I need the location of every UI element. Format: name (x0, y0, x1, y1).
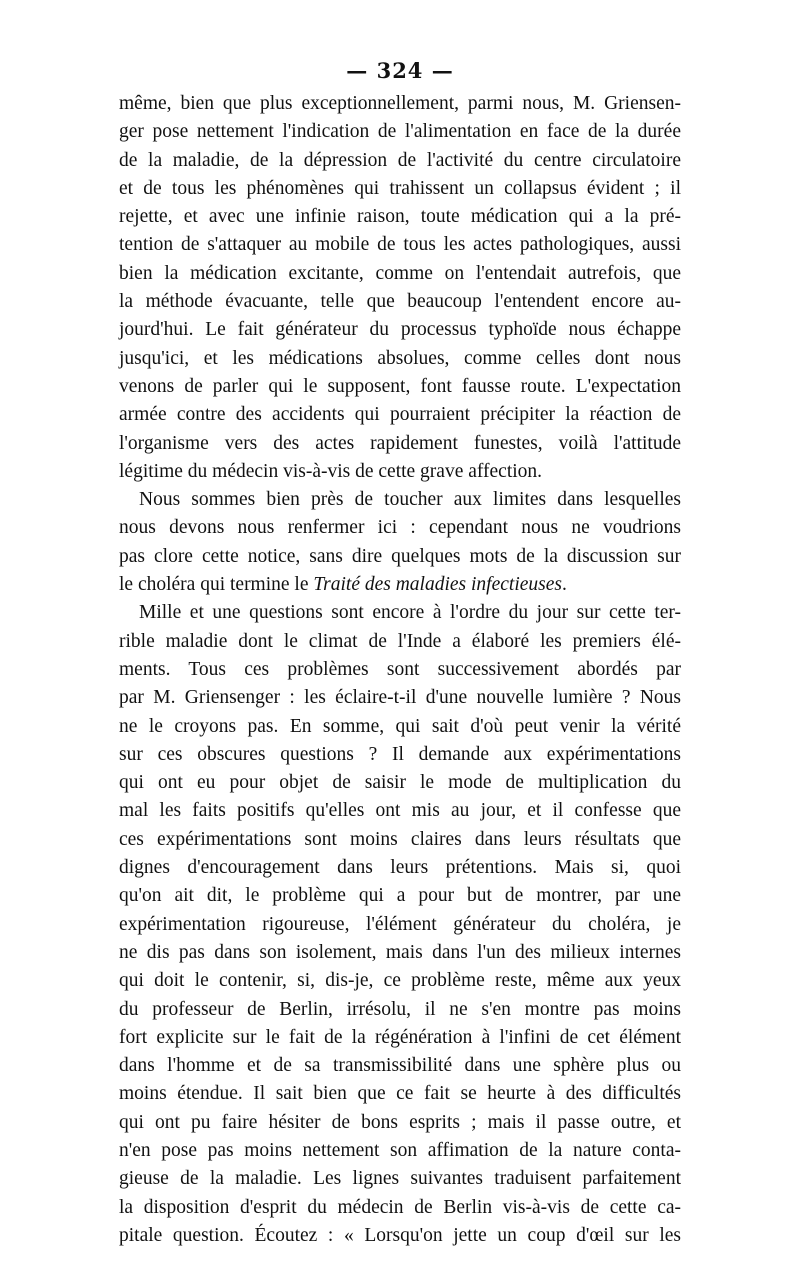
text-line: qui doit le contenir, si, dis-je, ce problème reste, même aux yeux (119, 970, 681, 992)
text-line: et de tous les phénomènes qui trahissent un collapsus évident ; il (119, 177, 681, 199)
book-title: Traité des maladies infectieuses (313, 574, 562, 596)
text-line: de la maladie, de la dépression de l'activité du centre circulatoire (119, 149, 681, 171)
text-line: bien la médication excitante, comme on l'entendait autrefois, que (119, 262, 681, 284)
text-line: fort explicite sur le fait de la régénération à l'infini de cet élément (119, 1026, 681, 1048)
paragraph-cholera (119, 599, 681, 1250)
text-line: Nous sommes bien près de toucher aux limites dans lesquelles (139, 489, 681, 511)
text-line: Mille et une questions sont encore à l'ordre du jour sur cette ter- (139, 602, 681, 624)
text-line: pas clore cette notice, sans dire quelques mots de la discussion sur (119, 545, 681, 567)
text-line (119, 571, 681, 599)
text-line: sur ces obscures questions ? Il demande aux expérimentations (119, 743, 681, 765)
text-line: ne dis pas dans son isolement, mais dans l'un des milieux internes (119, 941, 681, 963)
text-line: pitale question. Écoutez : « Lorsqu'on jette un coup d'œil sur les (119, 1224, 681, 1246)
paragraph-alimentation (119, 90, 681, 486)
text-line: dignes d'encouragement dans leurs prétentions. Mais si, quoi (119, 857, 681, 879)
text-line: jusqu'ici, et les médications absolues, comme celles dont nous (119, 347, 681, 369)
text-line: ger pose nettement l'indication de l'alimentation en face de la durée (119, 121, 681, 143)
text-segment: . (561, 574, 567, 596)
text-line: ments. Tous ces problèmes sont successivement abordés par (119, 658, 681, 680)
text-line: nous devons nous renfermer ici : cependant nous ne voudrions (119, 517, 681, 539)
text-line: jourd'hui. Le fait générateur du processus typhoïde nous échappe (119, 319, 681, 341)
text-line: l'organisme vers des actes rapidement funestes, voilà l'attitude (119, 432, 681, 454)
text-line: ces expérimentations sont moins claires dans leurs résultats que (119, 828, 681, 850)
text-line: mal les faits positifs qu'elles ont mis au jour, et il confesse que (119, 800, 681, 822)
body-text (119, 90, 681, 1250)
paragraph-notice (119, 486, 681, 599)
text-line: la disposition d'esprit du médecin de Berlin vis-à-vis de cette ca- (119, 1196, 681, 1218)
text-line: rejette, et avec une infinie raison, toute médication qui a la pré- (119, 206, 681, 228)
text-line: qui ont pu faire hésiter de bons esprits ; mais il passe outre, et (119, 1111, 681, 1133)
text-line: tention de s'attaquer au mobile de tous les actes pathologiques, aussi (119, 234, 681, 256)
text-line: la méthode évacuante, telle que beaucoup l'entendent encore au- (119, 291, 681, 313)
text-line: dans l'homme et de sa transmissibilité dans une sphère plus ou (119, 1055, 681, 1077)
text-line: venons de parler qui le supposent, font fausse route. L'expectation (119, 375, 681, 397)
text-line: expérimentation rigoureuse, l'élément générateur du choléra, je (119, 913, 681, 935)
text-line: par M. Griensenger : les éclaire-t-il d'une nouvelle lumière ? Nous (119, 687, 681, 709)
text-line: armée contre des accidents qui pourraient précipiter la réaction de (119, 404, 681, 426)
text-line: qu'on ait dit, le problème qui a pour but de montrer, par une (119, 885, 681, 907)
text-line: légitime du médecin vis-à-vis de cette grave affection. (119, 460, 543, 482)
page-number: — 324 — (346, 58, 454, 83)
text-segment: le choléra qui termine le (119, 574, 314, 596)
text-line: qui ont eu pour objet de saisir le mode de multiplication du (119, 772, 681, 794)
text-line: ne le croyons pas. En somme, qui sait d'où peut venir la vérité (119, 715, 681, 737)
text-line: rible maladie dont le climat de l'Inde a élaboré les premiers élé- (119, 630, 681, 652)
text-line: du professeur de Berlin, irrésolu, il ne s'en montre pas moins (119, 998, 681, 1020)
text-line: même, bien que plus exceptionnellement, parmi nous, M. Griensen- (119, 93, 681, 114)
text-line: n'en pose pas moins nettement son affimation de la nature conta- (119, 1139, 681, 1161)
text-line: moins étendue. Il sait bien que ce fait se heurte à des difficultés (119, 1083, 681, 1105)
text-line: gieuse de la maladie. Les lignes suivantes traduisent parfaitement (119, 1168, 681, 1190)
